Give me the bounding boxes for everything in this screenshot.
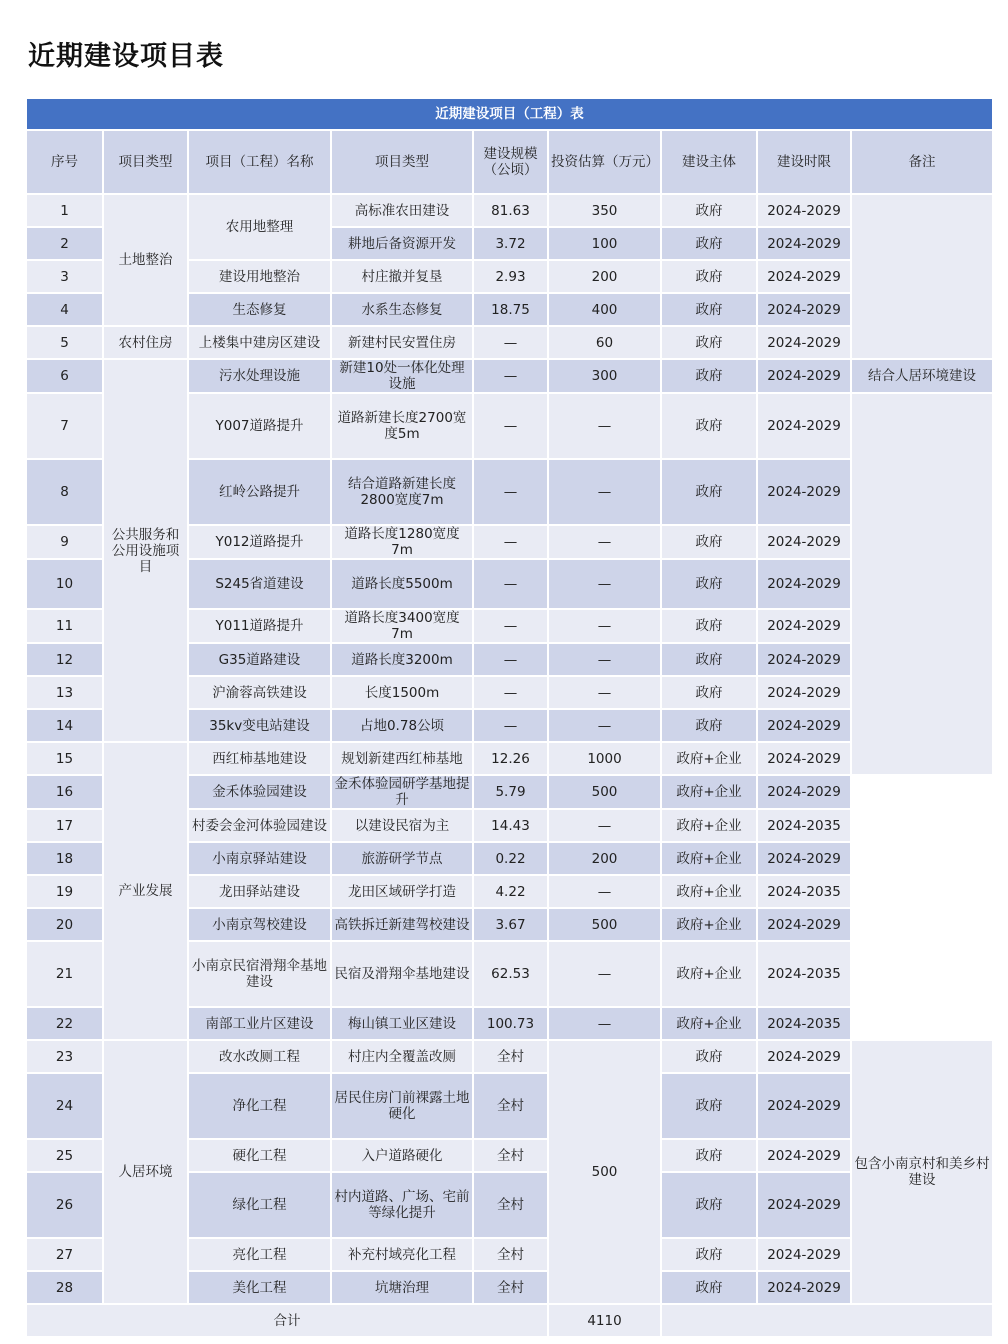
table-cell: 18.75 bbox=[473, 293, 548, 326]
header-cell: 项目类型 bbox=[103, 130, 188, 194]
table-cell: 2024-2029 bbox=[757, 227, 851, 260]
table-cell: 3.67 bbox=[473, 908, 548, 941]
table-cell: 南部工业片区建设 bbox=[188, 1007, 331, 1040]
table-cell: 0.22 bbox=[473, 842, 548, 875]
table-cell: — bbox=[473, 609, 548, 643]
table-cell: 入户道路硬化 bbox=[331, 1139, 473, 1172]
table-cell: — bbox=[548, 809, 661, 842]
table-cell: 60 bbox=[548, 326, 661, 359]
table-cell: 道路长度1280宽度7m bbox=[331, 525, 473, 559]
total-value: 4110 bbox=[548, 1304, 661, 1337]
table-cell: 政府+企业 bbox=[661, 941, 757, 1007]
table-cell: 2 bbox=[26, 227, 103, 260]
table-cell: 500 bbox=[548, 775, 661, 809]
table-cell: — bbox=[473, 459, 548, 525]
table-cell: 居民住房门前裸露土地硬化 bbox=[331, 1073, 473, 1139]
table-cell: 15 bbox=[26, 742, 103, 775]
table-cell: 18 bbox=[26, 842, 103, 875]
table-cell: — bbox=[473, 676, 548, 709]
table-cell: 耕地后备资源开发 bbox=[331, 227, 473, 260]
table-cell: 政府+企业 bbox=[661, 742, 757, 775]
table-cell: 长度1500m bbox=[331, 676, 473, 709]
table-cell: 2024-2029 bbox=[757, 194, 851, 227]
table-cell: 政府 bbox=[661, 459, 757, 525]
total-label: 合计 bbox=[26, 1304, 548, 1337]
header-cell: 建设主体 bbox=[661, 130, 757, 194]
table-cell: 高标准农田建设 bbox=[331, 194, 473, 227]
table-cell: 2024-2029 bbox=[757, 1073, 851, 1139]
table-cell: 2024-2029 bbox=[757, 1172, 851, 1238]
table-cell: 400 bbox=[548, 293, 661, 326]
table-cell: 全村 bbox=[473, 1271, 548, 1304]
table-cell: S245省道建设 bbox=[188, 559, 331, 609]
table-cell: 政府 bbox=[661, 609, 757, 643]
table-cell: 300 bbox=[548, 359, 661, 393]
table-cell: 农用地整理 bbox=[188, 194, 331, 260]
table-cell: — bbox=[548, 559, 661, 609]
table-cell: 2024-2029 bbox=[757, 908, 851, 941]
table-cell: 12.26 bbox=[473, 742, 548, 775]
table-cell: 350 bbox=[548, 194, 661, 227]
table-cell: 新建村民安置住房 bbox=[331, 326, 473, 359]
table-cell: 2024-2029 bbox=[757, 742, 851, 775]
table-cell: 政府 bbox=[661, 293, 757, 326]
table-cell: 土地整治 bbox=[103, 194, 188, 326]
table-cell: 包含小南京村和美乡村建设 bbox=[851, 1040, 993, 1304]
table-cell: 4.22 bbox=[473, 875, 548, 908]
table-cell: 污水处理设施 bbox=[188, 359, 331, 393]
table-cell: 2024-2029 bbox=[757, 260, 851, 293]
table-cell: — bbox=[473, 643, 548, 676]
table-cell: 村庄撤并复垦 bbox=[331, 260, 473, 293]
table-cell: — bbox=[548, 709, 661, 742]
table-cell: 2024-2029 bbox=[757, 326, 851, 359]
table-cell: 2024-2029 bbox=[757, 525, 851, 559]
header-cell: 备注 bbox=[851, 130, 993, 194]
table-cell: 2024-2029 bbox=[757, 1139, 851, 1172]
table-cell: 全村 bbox=[473, 1073, 548, 1139]
table-cell: 10 bbox=[26, 559, 103, 609]
table-cell: 硬化工程 bbox=[188, 1139, 331, 1172]
table-total-row bbox=[26, 1304, 993, 1337]
table-header-row bbox=[26, 130, 993, 194]
header-cell: 序号 bbox=[26, 130, 103, 194]
page-title: 近期建设项目表 bbox=[28, 41, 224, 72]
table-cell: — bbox=[473, 525, 548, 559]
table-cell: 政府 bbox=[661, 326, 757, 359]
table-cell: 14 bbox=[26, 709, 103, 742]
table-cell: 2024-2035 bbox=[757, 875, 851, 908]
table-cell: 亮化工程 bbox=[188, 1238, 331, 1271]
table-cell: — bbox=[548, 676, 661, 709]
table-cell: 规划新建西红柿基地 bbox=[331, 742, 473, 775]
table-cell: 政府 bbox=[661, 1172, 757, 1238]
table-cell: 23 bbox=[26, 1040, 103, 1073]
table-cell: 梅山镇工业区建设 bbox=[331, 1007, 473, 1040]
table-cell: 净化工程 bbox=[188, 1073, 331, 1139]
table-cell: Y011道路提升 bbox=[188, 609, 331, 643]
table-cell: 81.63 bbox=[473, 194, 548, 227]
table-cell: 政府+企业 bbox=[661, 1007, 757, 1040]
table-cell: 2024-2029 bbox=[757, 359, 851, 393]
table-cell: 2024-2029 bbox=[757, 393, 851, 459]
table-cell: 2024-2029 bbox=[757, 459, 851, 525]
table-cell: 政府 bbox=[661, 709, 757, 742]
header-cell: 投资估算（万元） bbox=[548, 130, 661, 194]
table-cell: G35道路建设 bbox=[188, 643, 331, 676]
table-cell: 政府 bbox=[661, 1238, 757, 1271]
table-cell: 上楼集中建房区建设 bbox=[188, 326, 331, 359]
table-cell: 龙田区域研学打造 bbox=[331, 875, 473, 908]
table-cell: 1000 bbox=[548, 742, 661, 775]
table-cell: 水系生态修复 bbox=[331, 293, 473, 326]
table-cell: Y012道路提升 bbox=[188, 525, 331, 559]
table-cell: 2024-2029 bbox=[757, 1271, 851, 1304]
table-cell: — bbox=[473, 709, 548, 742]
table-cell: 3.72 bbox=[473, 227, 548, 260]
table-cell: — bbox=[548, 459, 661, 525]
table-cell: 政府 bbox=[661, 676, 757, 709]
table-cell: 2024-2029 bbox=[757, 775, 851, 809]
table-cell: 1 bbox=[26, 194, 103, 227]
table-cell: — bbox=[473, 559, 548, 609]
table-cell: 500 bbox=[548, 908, 661, 941]
table-cell: 26 bbox=[26, 1172, 103, 1238]
projects-table-container bbox=[25, 97, 992, 1338]
table-row bbox=[26, 1040, 993, 1073]
table-cell: 21 bbox=[26, 941, 103, 1007]
projects-table bbox=[25, 97, 994, 1338]
table-cell: 27 bbox=[26, 1238, 103, 1271]
table-cell: 产业发展 bbox=[103, 742, 188, 1040]
table-cell: 500 bbox=[548, 1040, 661, 1304]
table-cell: 人居环境 bbox=[103, 1040, 188, 1304]
table-cell: 政府+企业 bbox=[661, 775, 757, 809]
table-cell bbox=[851, 194, 993, 359]
header-cell: 项目（工程）名称 bbox=[188, 130, 331, 194]
table-cell: 政府 bbox=[661, 194, 757, 227]
table-cell: 4 bbox=[26, 293, 103, 326]
table-cell: — bbox=[548, 609, 661, 643]
table-cell: 全村 bbox=[473, 1139, 548, 1172]
table-cell: 结合人居环境建设 bbox=[851, 359, 993, 393]
table-cell: 政府 bbox=[661, 1139, 757, 1172]
table-cell: 政府+企业 bbox=[661, 809, 757, 842]
table-cell: 西红柿基地建设 bbox=[188, 742, 331, 775]
table-cell: 村庄内全覆盖改厕 bbox=[331, 1040, 473, 1073]
header-cell: 项目类型 bbox=[331, 130, 473, 194]
table-cell: 2024-2029 bbox=[757, 609, 851, 643]
table-cell: — bbox=[548, 525, 661, 559]
table-cell: 绿化工程 bbox=[188, 1172, 331, 1238]
table-cell: 小南京驾校建设 bbox=[188, 908, 331, 941]
table-cell: 2024-2029 bbox=[757, 643, 851, 676]
table-cell: 20 bbox=[26, 908, 103, 941]
table-cell: 红岭公路提升 bbox=[188, 459, 331, 525]
table-cell: 道路长度3200m bbox=[331, 643, 473, 676]
table-cell: 2.93 bbox=[473, 260, 548, 293]
table-cell: 高铁拆迁新建驾校建设 bbox=[331, 908, 473, 941]
table-cell: 政府 bbox=[661, 643, 757, 676]
table-cell: 12 bbox=[26, 643, 103, 676]
table-row bbox=[26, 194, 993, 227]
table-cell: — bbox=[548, 393, 661, 459]
table-cell: 200 bbox=[548, 260, 661, 293]
table-cell: 17 bbox=[26, 809, 103, 842]
table-cell: 全村 bbox=[473, 1172, 548, 1238]
table-cell: 道路长度3400宽度7m bbox=[331, 609, 473, 643]
table-cell: 村委会金河体验园建设 bbox=[188, 809, 331, 842]
table-cell: 5.79 bbox=[473, 775, 548, 809]
table-cell: — bbox=[473, 326, 548, 359]
table-cell: 龙田驿站建设 bbox=[188, 875, 331, 908]
table-cell: 补充村域亮化工程 bbox=[331, 1238, 473, 1271]
header-cell: 建设时限 bbox=[757, 130, 851, 194]
table-cell: 政府 bbox=[661, 1073, 757, 1139]
table-cell: 5 bbox=[26, 326, 103, 359]
table-cell: 改水改厕工程 bbox=[188, 1040, 331, 1073]
table-cell: 生态修复 bbox=[188, 293, 331, 326]
table-cell: 200 bbox=[548, 842, 661, 875]
table-cell: 2024-2029 bbox=[757, 676, 851, 709]
table-cell: — bbox=[548, 1007, 661, 1040]
table-cell: 全村 bbox=[473, 1238, 548, 1271]
table-cell: 沪渝蓉高铁建设 bbox=[188, 676, 331, 709]
table-cell: 道路长度5500m bbox=[331, 559, 473, 609]
table-cell: 民宿及滑翔伞基地建设 bbox=[331, 941, 473, 1007]
table-cell: 政府 bbox=[661, 559, 757, 609]
table-cell: 22 bbox=[26, 1007, 103, 1040]
table-cell: 7 bbox=[26, 393, 103, 459]
table-cell: 11 bbox=[26, 609, 103, 643]
table-cell: 8 bbox=[26, 459, 103, 525]
table-cell: 金禾体验园建设 bbox=[188, 775, 331, 809]
table-cell: 政府 bbox=[661, 359, 757, 393]
table-cell: 2024-2029 bbox=[757, 842, 851, 875]
table-cell: 2024-2029 bbox=[757, 1238, 851, 1271]
table-cell: 政府+企业 bbox=[661, 908, 757, 941]
table-cell: 建设用地整治 bbox=[188, 260, 331, 293]
table-cell: 28 bbox=[26, 1271, 103, 1304]
table-cell: 2024-2029 bbox=[757, 559, 851, 609]
table-cell: 9 bbox=[26, 525, 103, 559]
table-cell: — bbox=[548, 643, 661, 676]
table-cell: 2024-2035 bbox=[757, 809, 851, 842]
table-cell: 2024-2035 bbox=[757, 941, 851, 1007]
table-cell: 13 bbox=[26, 676, 103, 709]
table-cell: 结合道路新建长度2800宽度7m bbox=[331, 459, 473, 525]
table-cell: 政府 bbox=[661, 1271, 757, 1304]
table-cell: 政府+企业 bbox=[661, 842, 757, 875]
table-cell: 政府 bbox=[661, 393, 757, 459]
table-cell: — bbox=[548, 875, 661, 908]
table-cell: 2024-2035 bbox=[757, 1007, 851, 1040]
table-cell: 以建设民宿为主 bbox=[331, 809, 473, 842]
table-row bbox=[26, 359, 993, 393]
table-cell: 农村住房 bbox=[103, 326, 188, 359]
header-cell: 建设规模（公顷） bbox=[473, 130, 548, 194]
table-cell: 16 bbox=[26, 775, 103, 809]
table-cell: 占地0.78公顷 bbox=[331, 709, 473, 742]
table-cell: 政府 bbox=[661, 260, 757, 293]
table-row bbox=[26, 742, 993, 775]
table-cell: 小南京民宿滑翔伞基地建设 bbox=[188, 941, 331, 1007]
table-cell: 19 bbox=[26, 875, 103, 908]
table-cell: — bbox=[473, 393, 548, 459]
table-cell: 2024-2029 bbox=[757, 709, 851, 742]
table-cell: 62.53 bbox=[473, 941, 548, 1007]
table-cell: 14.43 bbox=[473, 809, 548, 842]
table-cell: 2024-2029 bbox=[757, 1040, 851, 1073]
table-cell: — bbox=[548, 941, 661, 1007]
table-cell: 2024-2029 bbox=[757, 293, 851, 326]
table-cell: 24 bbox=[26, 1073, 103, 1139]
table-cell: 小南京驿站建设 bbox=[188, 842, 331, 875]
table-cell: 3 bbox=[26, 260, 103, 293]
table-cell: 100.73 bbox=[473, 1007, 548, 1040]
table-cell: Y007道路提升 bbox=[188, 393, 331, 459]
table-cell: 政府 bbox=[661, 1040, 757, 1073]
table-cell: 100 bbox=[548, 227, 661, 260]
table-cell: 政府 bbox=[661, 525, 757, 559]
table-caption: 近期建设项目（工程）表 bbox=[26, 98, 993, 130]
table-cell: 全村 bbox=[473, 1040, 548, 1073]
table-cell: 6 bbox=[26, 359, 103, 393]
table-cell: 政府 bbox=[661, 227, 757, 260]
total-empty bbox=[661, 1304, 993, 1337]
table-cell: 旅游研学节点 bbox=[331, 842, 473, 875]
table-cell: 35kv变电站建设 bbox=[188, 709, 331, 742]
table-cell: 村内道路、广场、宅前等绿化提升 bbox=[331, 1172, 473, 1238]
table-cell: 公共服务和公用设施项目 bbox=[103, 359, 188, 742]
table-cell: 坑塘治理 bbox=[331, 1271, 473, 1304]
table-cell: 金禾体验园研学基地提升 bbox=[331, 775, 473, 809]
table-cell: 25 bbox=[26, 1139, 103, 1172]
table-cell bbox=[851, 393, 993, 775]
table-cell: 道路新建长度2700宽度5m bbox=[331, 393, 473, 459]
table-cell: — bbox=[473, 359, 548, 393]
table-cell: 美化工程 bbox=[188, 1271, 331, 1304]
table-row bbox=[26, 326, 993, 359]
table-cell: 新建10处一体化处理设施 bbox=[331, 359, 473, 393]
table-cell: 政府+企业 bbox=[661, 875, 757, 908]
